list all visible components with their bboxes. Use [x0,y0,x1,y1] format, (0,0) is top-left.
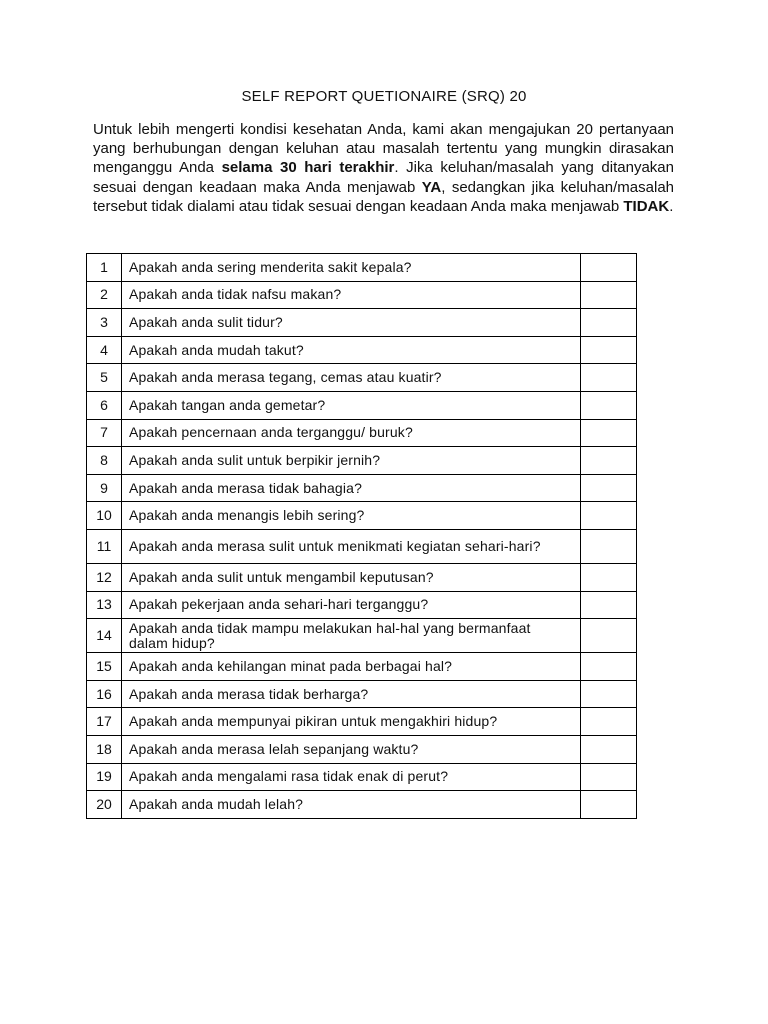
question-number: 20 [87,791,122,819]
answer-cell[interactable] [581,364,637,392]
intro-bold-ya: YA [421,178,442,196]
question-row [87,502,637,530]
question-row [87,563,637,591]
question-row [87,474,637,502]
question-number: 12 [87,563,122,591]
question-text: Apakah anda mempunyai pikiran untuk mengakhiri hidup? [122,708,581,736]
answer-cell[interactable] [581,502,637,530]
question-text: Apakah anda kehilangan minat pada berbagai hal? [122,653,581,681]
question-text: Apakah anda mudah lelah? [122,791,581,819]
question-text: Apakah anda mudah takut? [122,336,581,364]
question-number: 6 [87,391,122,419]
question-row [87,680,637,708]
question-row [87,708,637,736]
answer-cell[interactable] [581,254,637,282]
question-text: Apakah anda menangis lebih sering? [122,502,581,530]
question-row [87,254,637,282]
question-row [87,529,637,563]
answer-cell[interactable] [581,680,637,708]
questionnaire-body [87,254,637,819]
answer-cell[interactable] [581,791,637,819]
question-row [87,619,637,653]
question-row [87,309,637,337]
answer-cell[interactable] [581,419,637,447]
answer-cell[interactable] [581,591,637,619]
question-row [87,391,637,419]
question-number: 1 [87,254,122,282]
answer-cell[interactable] [581,281,637,309]
intro-text-3: , sedangkan jika keluhan/masalah tersebut tidak dialami atau tidak sesuai dengan keadaan Anda maka menjawab [93,178,675,215]
intro-bold-period: selama 30 hari terakhir [221,159,395,177]
question-row [87,281,637,309]
question-row [87,735,637,763]
question-number: 2 [87,281,122,309]
question-text: Apakah anda merasa tegang, cemas atau kuatir? [122,364,581,392]
question-number: 7 [87,419,122,447]
question-row [87,591,637,619]
question-number: 14 [87,619,122,653]
question-number: 3 [87,309,122,337]
question-number: 8 [87,447,122,475]
question-number: 11 [87,529,122,563]
answer-cell[interactable] [581,309,637,337]
question-text: Apakah pekerjaan anda sehari-hari terganggu? [122,591,581,619]
intro-text-4: . [669,197,674,215]
question-text: Apakah anda tidak mampu melakukan hal-hal yang bermanfaat dalam hidup? [122,619,581,653]
question-text: Apakah anda sulit untuk berpikir jernih? [122,447,581,475]
question-number: 9 [87,474,122,502]
answer-cell[interactable] [581,708,637,736]
answer-cell[interactable] [581,447,637,475]
question-number: 17 [87,708,122,736]
question-number: 19 [87,763,122,791]
question-text: Apakah anda sering menderita sakit kepala? [122,254,581,282]
question-text: Apakah anda merasa lelah sepanjang waktu? [122,735,581,763]
question-number: 10 [87,502,122,530]
page-title: SELF REPORT QUETIONAIRE (SRQ) 20 [241,88,527,105]
answer-cell[interactable] [581,763,637,791]
question-text: Apakah tangan anda gemetar? [122,391,581,419]
intro-bold-tidak: TIDAK [623,197,670,215]
answer-cell[interactable] [581,529,637,563]
question-text: Apakah anda sulit untuk mengambil keputusan? [122,563,581,591]
intro-paragraph [93,120,674,216]
questionnaire-table [86,253,637,819]
question-row [87,419,637,447]
question-row [87,364,637,392]
question-number: 13 [87,591,122,619]
answer-cell[interactable] [581,474,637,502]
question-number: 4 [87,336,122,364]
answer-cell[interactable] [581,653,637,681]
intro-text-2: . Jika keluhan/masalah yang ditanyakan sesuai dengan keadaan maka Anda menjawab [93,159,674,196]
question-row [87,336,637,364]
question-row [87,791,637,819]
question-number: 16 [87,680,122,708]
answer-cell[interactable] [581,619,637,653]
question-text: Apakah anda merasa tidak berharga? [122,680,581,708]
question-number: 15 [87,653,122,681]
question-text: Apakah anda merasa tidak bahagia? [122,474,581,502]
question-number: 18 [87,735,122,763]
answer-cell[interactable] [581,735,637,763]
answer-cell[interactable] [581,563,637,591]
answer-cell[interactable] [581,391,637,419]
intro-text-1: Untuk lebih mengerti kondisi kesehatan Anda, kami akan mengajukan 20 pertanyaan yang berhubungan dengan keluhan atau masalah tertentu yang mungkin dirasakan menganggu Anda [93,121,674,177]
question-number: 5 [87,364,122,392]
question-row [87,653,637,681]
question-text: Apakah anda mengalami rasa tidak enak di perut? [122,763,581,791]
question-row [87,447,637,475]
answer-cell[interactable] [581,336,637,364]
question-text: Apakah anda merasa sulit untuk menikmati kegiatan sehari-hari? [122,529,581,563]
question-text: Apakah anda tidak nafsu makan? [122,281,581,309]
question-row [87,763,637,791]
question-text: Apakah anda sulit tidur? [122,309,581,337]
question-text: Apakah pencernaan anda terganggu/ buruk? [122,419,581,447]
